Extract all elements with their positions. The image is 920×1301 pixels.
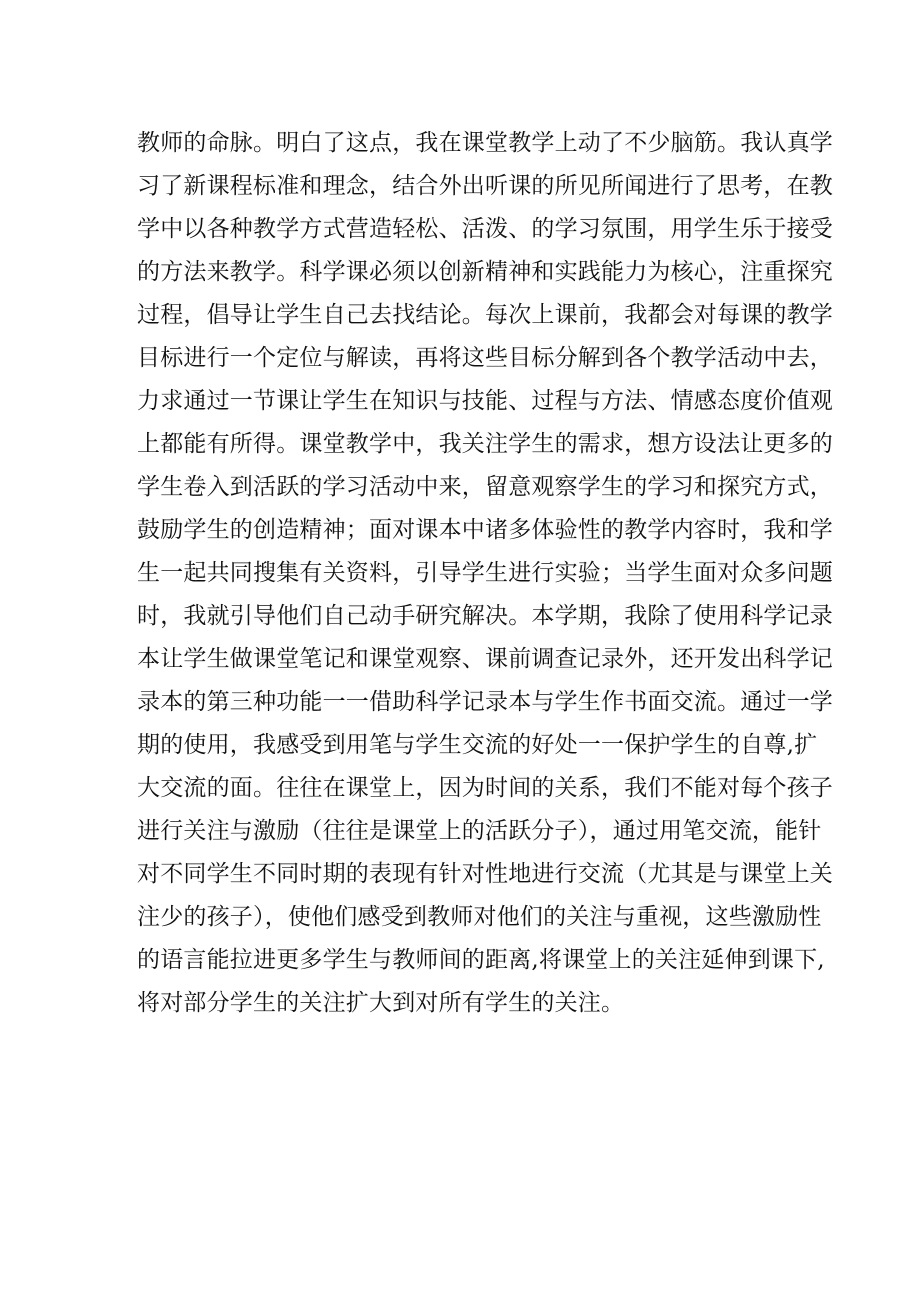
paragraph-line-6: 目标进行一个定位与解读，再将这些目标分解到各个教学活动中去， [137, 345, 833, 371]
paragraph-line-18: 对不同学生不同时期的表现有针对性地进行交流（尤其是与课堂上关 [137, 861, 833, 887]
paragraph-line-19: 注少的孩子），使他们感受到教师对他们的关注与重视，这些激励性 [137, 904, 822, 930]
body-paragraph [137, 122, 833, 1025]
paragraph-line-15: 期的使用，我感受到用笔与学生交流的好处一一保护学生的自尊,扩 [137, 732, 818, 758]
paragraph-line-3: 学中以各种教学方式营造轻松、活泼、的学习氛围，用学生乐于接受 [137, 216, 833, 242]
paragraph-line-16: 大交流的面。往往在课堂上，因为时间的关系，我们不能对每个孩子 [137, 775, 833, 801]
paragraph-line-13: 本让学生做课堂笔记和课堂观察、课前调查记录外，还开发出科学记 [137, 646, 833, 672]
paragraph-line-8: 上都能有所得。课堂教学中，我关注学生的需求，想方设法让更多的 [137, 431, 833, 457]
paragraph-line-10: 鼓励学生的创造精神；面对课本中诸多体验性的教学内容时，我和学 [137, 517, 833, 543]
paragraph-line-9: 学生卷入到活跃的学习活动中来，留意观察学生的学习和探究方式， [137, 474, 833, 500]
paragraph-line-14: 录本的第三种功能一一借助科学记录本与学生作书面交流。通过一学 [137, 689, 833, 715]
paragraph-line-5: 过程，倡导让学生自己去找结论。每次上课前，我都会对每课的教学 [137, 302, 833, 328]
paragraph-line-7: 力求通过一节课让学生在知识与技能、过程与方法、情感态度价值观 [137, 388, 833, 414]
paragraph-line-17: 进行关注与激励（往往是课堂上的活跃分子），通过用笔交流，能针 [137, 818, 822, 844]
paragraph-line-1: 教师的命脉。明白了这点，我在课堂教学上动了不少脑筋。我认真学 [137, 130, 833, 156]
paragraph-line-20: 的语言能拉进更多学生与教师间的距离,将课堂上的关注延伸到课下, [137, 947, 825, 973]
paragraph-line-12: 时，我就引导他们自己动手研究解决。本学期，我除了使用科学记录 [137, 603, 833, 629]
paragraph-line-11: 生一起共同搜集有关资料，引导学生进行实验；当学生面对众多问题 [137, 560, 833, 586]
paragraph-line-21: 将对部分学生的关注扩大到对所有学生的关注。 [137, 990, 625, 1016]
paragraph-line-4: 的方法来教学。科学课必须以创新精神和实践能力为核心，注重探究 [137, 259, 833, 285]
paragraph-line-2: 习了新课程标准和理念，结合外出听课的所见所闻进行了思考，在教 [137, 173, 833, 199]
